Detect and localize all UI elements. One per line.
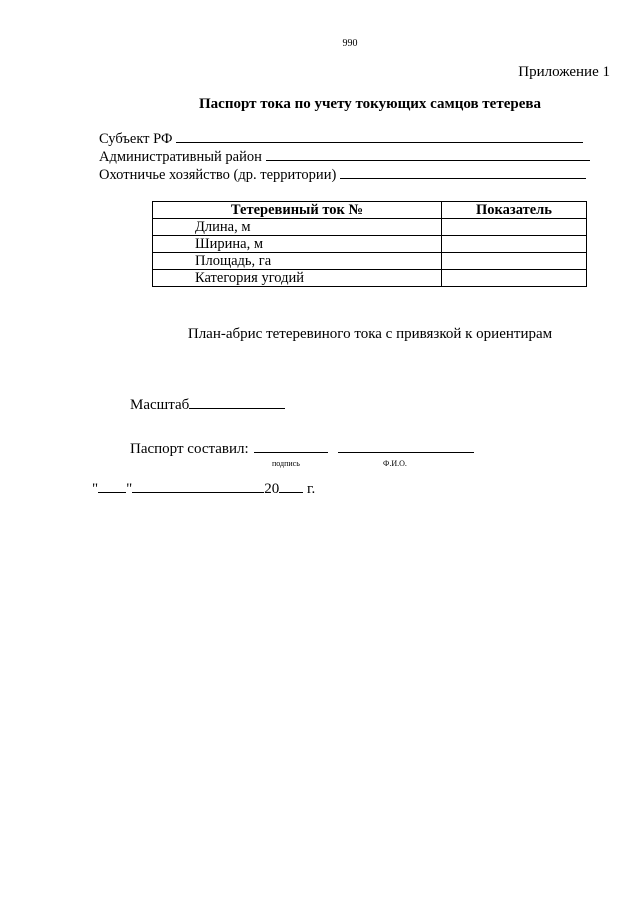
scale-field [130,396,285,414]
year-prefix: 20 [264,481,280,497]
table-row [153,253,587,270]
plan-caption: План-абрис тетеревиного тока с привязкой к ориентирам [187,326,553,342]
date-close-quote: " [126,481,133,497]
scale-label: Масштаб [130,397,190,413]
row-value-cell [442,236,587,253]
table-row [153,236,587,253]
table-header-indicator: Показатель [442,202,587,219]
date-open-quote: " [92,481,99,497]
month-blank-line [132,480,264,493]
date-field [92,480,315,498]
table-header-row [153,202,587,219]
row-label: Длина, м [153,219,442,236]
subject-label: Субъект РФ [99,131,173,147]
appendix-label: Приложение 1 [518,64,610,80]
hunting-label: Охотничье хозяйство (др. территории) [99,167,337,183]
row-label: Ширина, м [153,236,442,253]
hunting-blank-line [340,166,586,179]
district-field [99,148,590,166]
page-number: 990 [342,38,358,49]
indicators-table [152,201,587,287]
row-value-cell [442,253,587,270]
year-blank-line [279,480,303,493]
compiled-by-label: Паспорт составил: [130,441,249,457]
compiled-by-field [130,440,474,458]
fio-caption: Ф.И.О. [383,459,407,468]
signature-caption: подпись [272,459,300,468]
fio-blank-line [338,440,474,453]
document-title: Паспорт тока по учету токующих самцов тетерева [199,96,541,112]
row-value-cell [442,219,587,236]
hunting-field [99,166,586,184]
table-row [153,219,587,236]
district-blank-line [266,148,590,161]
day-blank-line [98,480,126,493]
table-header-lek: Тетеревиный ток № [153,202,442,219]
district-label: Административный район [99,149,262,165]
subject-field [99,130,583,148]
year-suffix: г. [303,481,316,497]
row-label: Категория угодий [153,270,442,287]
scale-blank-line [189,396,285,409]
table-row [153,270,587,287]
row-value-cell [442,270,587,287]
subject-blank-line [176,130,583,143]
row-label: Площадь, га [153,253,442,270]
signature-blank-line [254,440,328,453]
